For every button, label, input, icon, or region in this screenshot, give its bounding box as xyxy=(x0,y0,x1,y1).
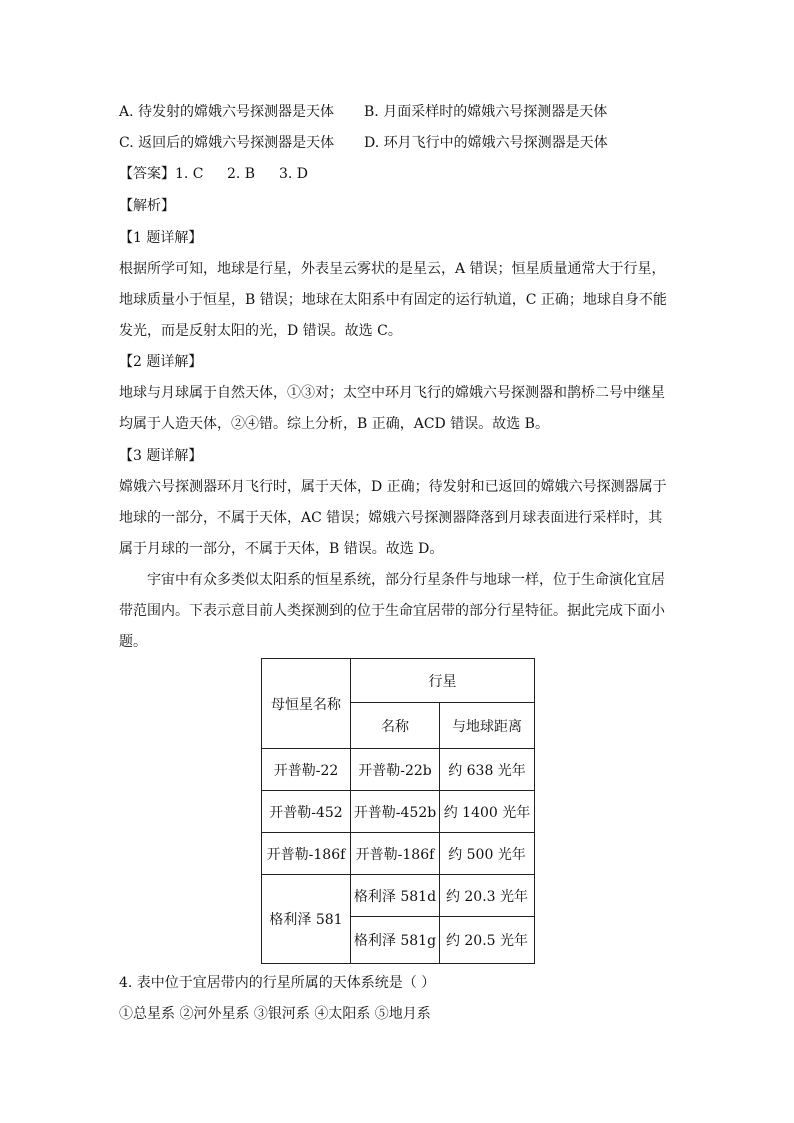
answer-item: 3. D xyxy=(279,166,309,182)
q3-line: 嫦娥六号探测器环月飞行时，属于天体，D 正确；待发射和已返回的嫦娥六号探测器属于 xyxy=(119,479,667,495)
host-star-cell: 开普勒-452 xyxy=(262,791,351,833)
planet-name-cell: 开普勒-452b xyxy=(351,791,440,833)
distance-header: 与地球距离 xyxy=(440,703,535,749)
q2-header: 【2 题详解】 xyxy=(119,354,203,370)
host-star-cell: 格利泽 581 xyxy=(262,875,351,964)
q3-header: 【3 题详解】 xyxy=(119,448,203,464)
q3-line: 属于月球的一部分，不属于天体，B 错误。故选 D。 xyxy=(119,541,444,557)
intro-line: 带范围内。下表示意目前人类探测到的位于生命宜居带的部分行星特征。据此完成下面小 xyxy=(119,603,665,619)
host-star-cell: 开普勒-22 xyxy=(262,749,351,791)
planet-name-cell: 格利泽 581d xyxy=(351,875,440,917)
option-row-cd xyxy=(119,133,608,153)
distance-cell: 约 638 光年 xyxy=(440,749,535,791)
option-d: D. 环月飞行中的嫦娥六号探测器是天体 xyxy=(364,135,608,151)
q1-line: 根据所学可知，地球是行星，外表呈云雾状的是星云，A 错误；恒星质量通常大于行星， xyxy=(119,261,666,277)
distance-cell: 约 20.3 光年 xyxy=(440,875,535,917)
option-b: B. 月面采样时的嫦娥六号探测器是天体 xyxy=(364,104,608,120)
option-a: A. 待发射的嫦娥六号探测器是天体 xyxy=(119,104,335,120)
planet-name-cell: 开普勒-22b xyxy=(351,749,440,791)
table-row xyxy=(262,791,535,833)
table-row xyxy=(262,875,535,917)
distance-cell: 约 1400 光年 xyxy=(440,791,535,833)
host-star-cell: 开普勒-186f xyxy=(262,833,351,875)
q1-header: 【1 题详解】 xyxy=(119,230,203,246)
q3-line: 地球的一部分，不属于天体，AC 错误；嫦娥六号探测器降落到月球表面进行采样时，其 xyxy=(119,510,663,526)
planet-name-header: 名称 xyxy=(351,703,440,749)
option-c: C. 返回后的嫦娥六号探测器是天体 xyxy=(119,135,335,151)
distance-cell: 约 20.5 光年 xyxy=(440,917,535,964)
option-row-ab xyxy=(119,102,608,122)
answer-label: 【答案】 xyxy=(119,166,175,182)
q1-line: 发光，而是反射太阳的光，D 错误。故选 C。 xyxy=(119,323,402,339)
table-row xyxy=(262,749,535,791)
intro-line: 题。 xyxy=(119,634,147,650)
table-header-row xyxy=(262,659,535,703)
host-star-header: 母恒星名称 xyxy=(262,659,351,749)
planet-name-cell: 开普勒-186f xyxy=(351,833,440,875)
q4-stem: 4. 表中位于宜居带内的行星所属的天体系统是（ ） xyxy=(119,975,436,991)
analysis-label: 【解析】 xyxy=(119,198,175,214)
q1-line: 地球质量小于恒星，B 错误；地球在太阳系中有固定的运行轨道，C 正确；地球自身不能 xyxy=(119,292,667,308)
planet-header: 行星 xyxy=(351,659,535,703)
q2-line: 地球与月球属于自然天体，①③对；太空中环月飞行的嫦娥六号探测器和鹊桥二号中继星 xyxy=(119,385,665,401)
answer-item: 2. B xyxy=(227,166,256,182)
table-row xyxy=(262,833,535,875)
planet-table xyxy=(261,658,535,964)
q4-choices: ①总星系 ②河外星系 ③银河系 ④太阳系 ⑤地月系 xyxy=(119,1006,431,1022)
distance-cell: 约 500 光年 xyxy=(440,833,535,875)
q2-line: 均属于人造天体，②④错。综上分析，B 正确，ACD 错误。故选 B。 xyxy=(119,416,549,432)
planet-name-cell: 格利泽 581g xyxy=(351,917,440,964)
answer-line xyxy=(119,164,308,184)
intro-line: 宇宙中有众多类似太阳系的恒星系统，部分行星条件与地球一样，位于生命演化宜居 xyxy=(147,572,665,588)
answer-item: 1. C xyxy=(175,166,204,182)
